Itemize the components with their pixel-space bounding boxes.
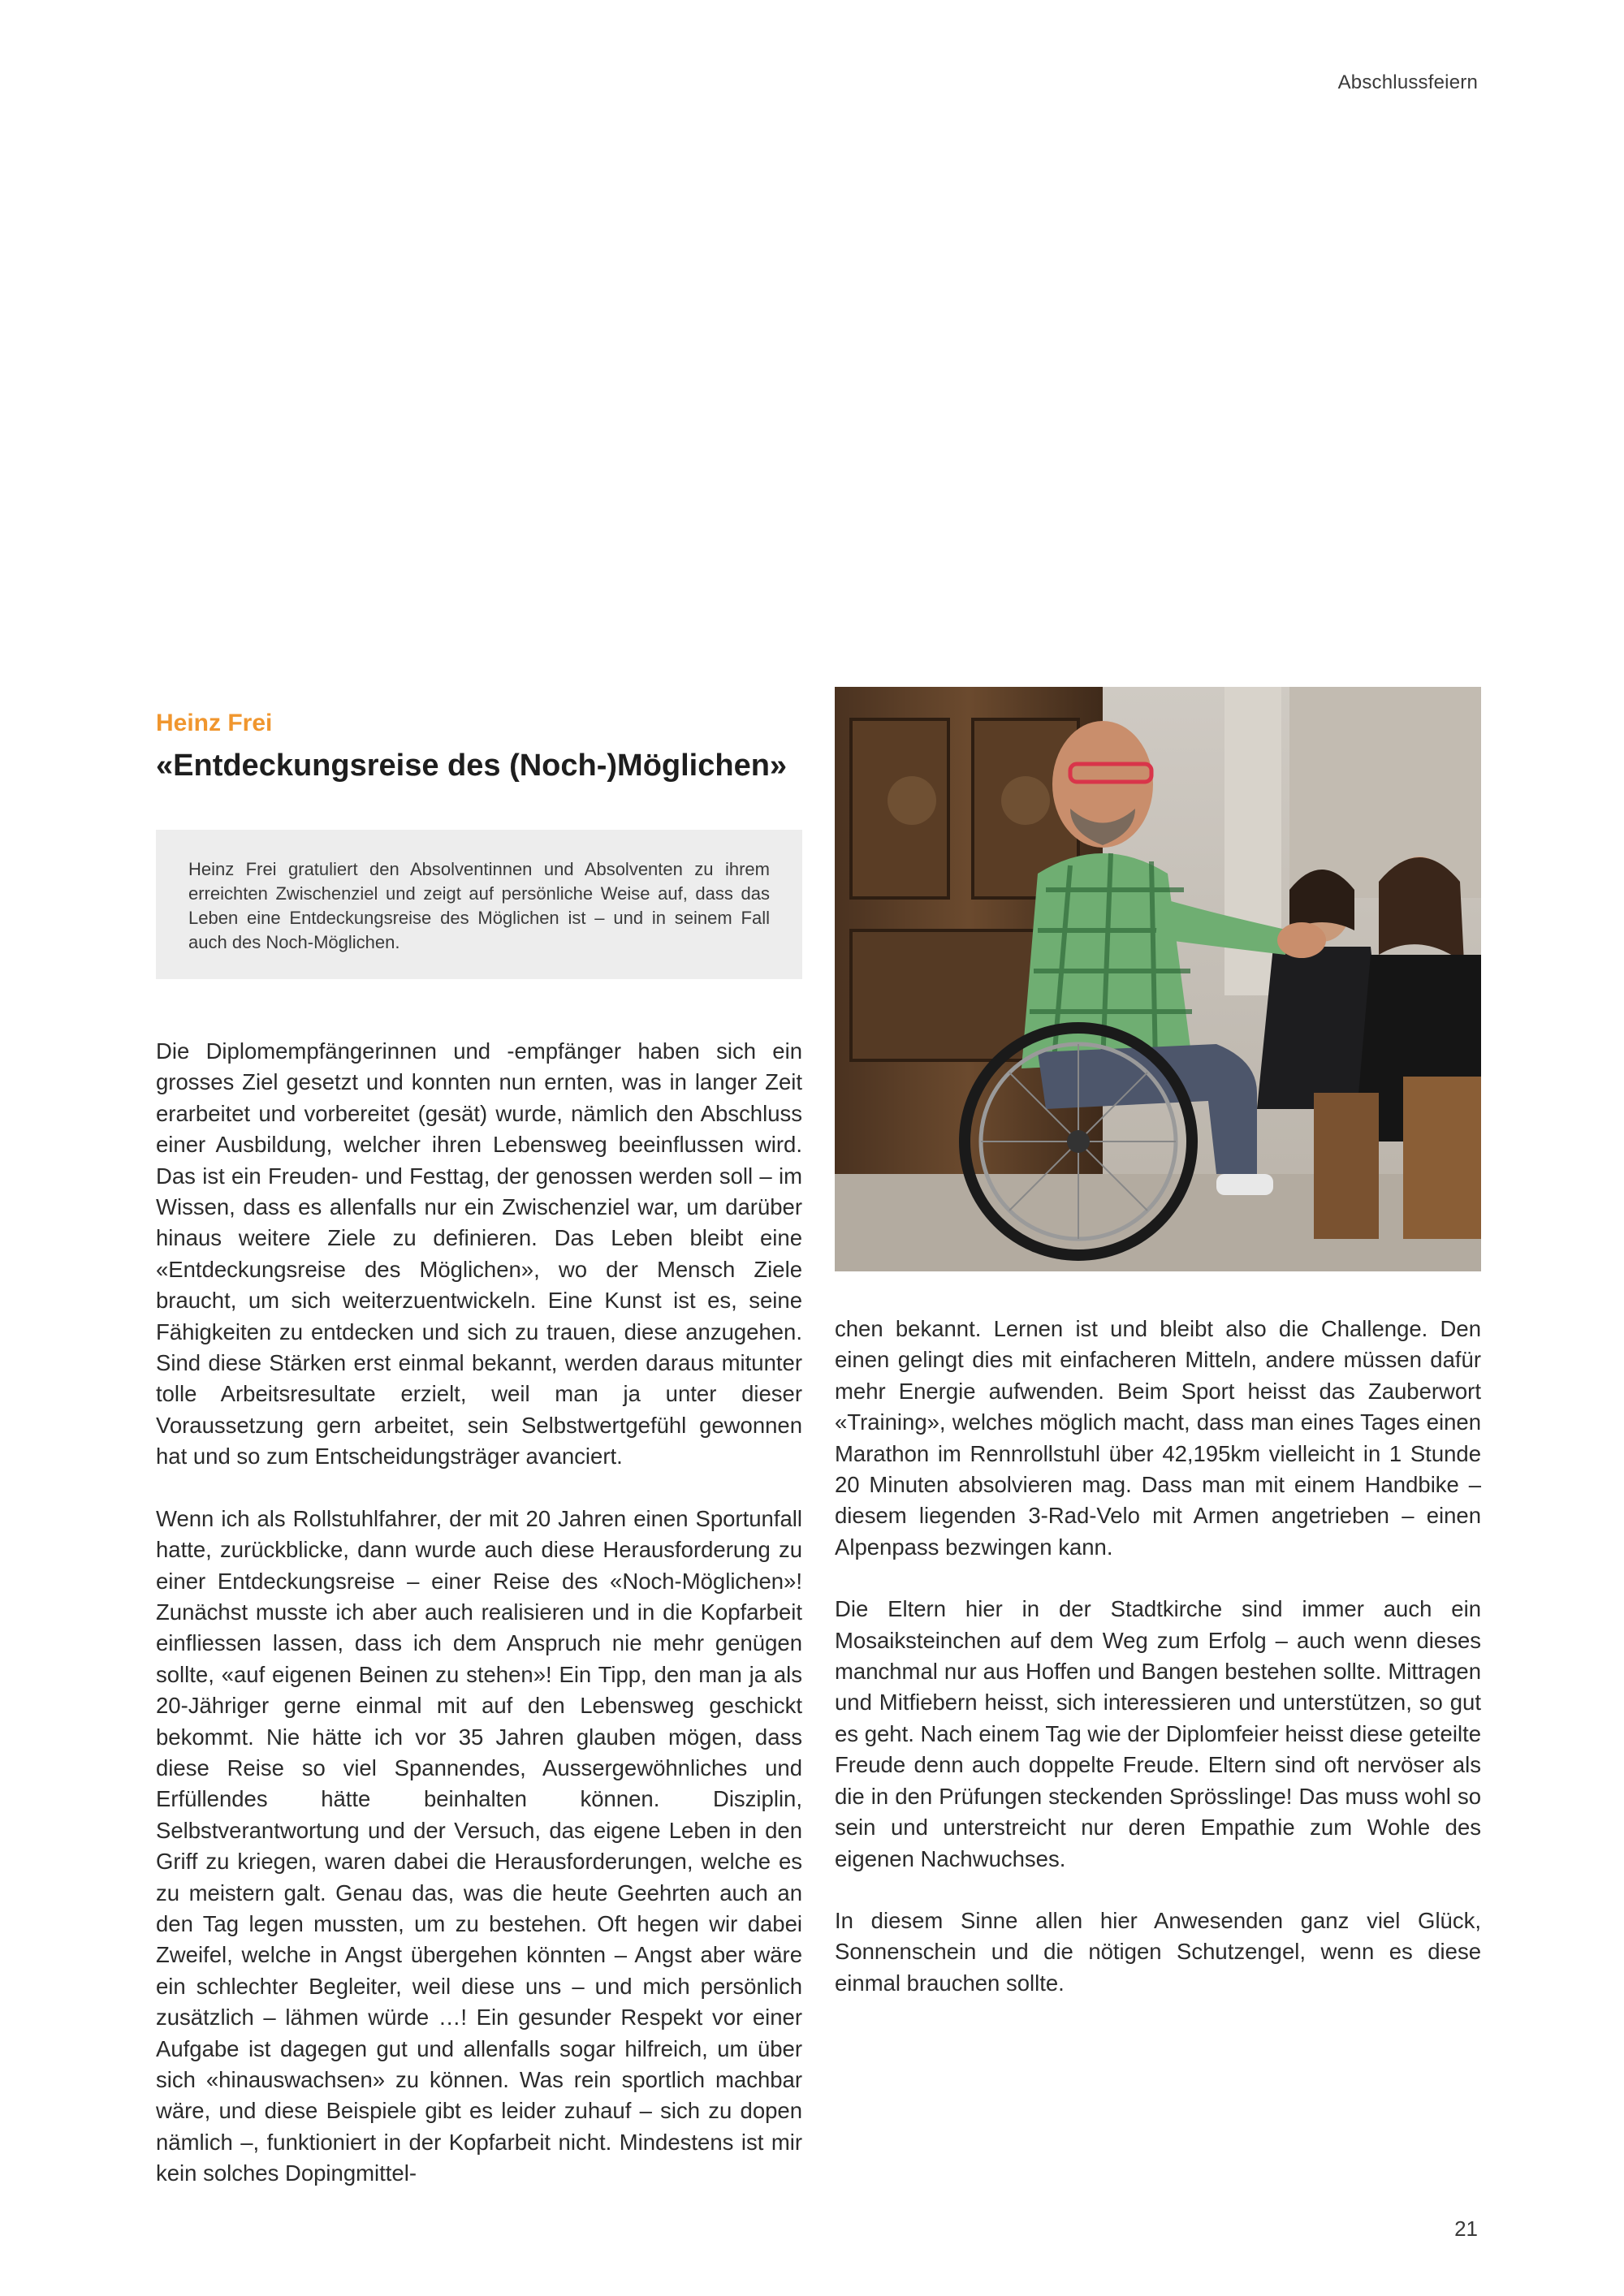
body-paragraph: Die Eltern hier in der Stadtkirche sind immer auch ein Mosaiksteinchen auf dem Weg zum Erfolg – auch wenn dieses manchmal nur aus Hoffen und Bangen bestehen sollte. Mittragen und Mitfiebern heisst, sich interessieren und unterstützen, so gut es geht. Nach einem Tag wie der Diplomfeier heisst diese geteilte Freude denn auch doppelte Freude. Eltern sind oft nervöser als die in den Prüfungen steckenden Sprösslinge! Das muss wohl so sein und unterstreicht nur deren Empathie zum Wohle des eigenen Nachwuchses. (835, 1596, 1481, 1871)
body-column-right (835, 1314, 1481, 2030)
page-number: 21 (1454, 2216, 1478, 2241)
lead-text: Heinz Frei gratuliert den Absolventinnen und Absolventen zu ihrem erreichten Zwischenziel und zeigt auf persönliche Weise auf, dass das Leben eine Entdeckungsreise des Möglichen ist – und in seinem Fall auch des Noch-Möglichen. (188, 859, 770, 952)
body-column-left (156, 1036, 802, 2220)
body-paragraph: In diesem Sinne allen hier Anwesenden ganz viel Glück, Sonnenschein und die nötigen Schutzengel, wenn es diese einmal brauchen sollte. (835, 1907, 1481, 1996)
body-paragraph: Wenn ich als Rollstuhlfahrer, der mit 20 Jahren einen Sportunfall hatte, zurückblicke, dann wurde auch diese Herausforderung zu einer Entdeckungsreise – einer Reise des «Noch-Möglichen»! Zunächst musste ich aber auch realisieren und in die Kopfarbeit einfliessen lassen, dass ich dem Anspruch nie mehr genügen sollte, «auf eigenen Beinen zu stehen»! Ein Tipp, den man ja als 20-Jähriger gerne einmal mit auf den Lebensweg geschickt bekommt. Nie hätte ich vor 35 Jahren glauben mögen, dass diese Reise so viel Spannendes, Aussergewöhnliches und Erfüllendes hätte beinhalten können. Disziplin, Selbstverantwortung und der Versuch, das eigene Leben in den Griff zu kriegen, waren dabei die Herausforderungen, welche es zu meistern galt. Genau das, was die heute Geehrten auch an den Tag legen mussten, um zu bestehen. Oft hegen wir dabei Zweifel, welche in Angst übergehen könnten – Angst aber wäre ein schlechter Begleiter, weil diese uns – und mich persönlich zusätzlich – lähmen würde …! Ein gesunder Respekt vor einer Aufgabe ist dagegen gut und allenfalls sogar hilfreich, um über sich «hinauswachsen» zu können. Was rein sportlich machbar wäre, und diese Beispiele gibt es leider zuhauf – sich zu dopen nämlich –, funktioniert in der Kopfarbeit nicht. Mindestens ist mir kein solches Dopingmittel- (156, 1505, 802, 2186)
photo-speaker-wheelchair (835, 687, 1481, 1271)
lead-box (156, 830, 802, 979)
author-name: Heinz Frei (156, 710, 273, 736)
running-head: Abschlussfeiern (1337, 71, 1478, 93)
body-paragraph: chen bekannt. Lernen ist und bleibt also die Challenge. Den einen gelingt dies mit einfacheren Mitteln, andere müssen dafür mehr Energie aufwenden. Beim Sport heisst das Zauberwort «Training», welches möglich macht, dass man eines Tages einen Marathon im Rennrollstuhl über 42,195km vielleicht in 1 Stunde 20 Minuten absolvieren mag. Dass man mit einem Handbike – diesem liegenden 3-Rad-Velo mit Armen angetrieben – einen Alpenpass bezwingen kann. (835, 1316, 1481, 1560)
article-title: «Entdeckungsreise des (Noch-)Möglichen» (156, 749, 788, 783)
body-paragraph: Die Diplomempfängerinnen und -empfänger haben sich ein grosses Ziel gesetzt und konnten nun ernten, was in langer Zeit erarbeitet und vorbereitet (gesät) wurde, nämlich den Abschluss einer Ausbildung, welcher ihren Lebensweg beeinflussen wird. Das ist ein Freuden- und Festtag, der genossen werden soll – im Wissen, dass es allenfalls nur ein Zwischenziel war, um darüber hinaus weitere Ziele zu definieren. Das Leben bleibt eine «Entdeckungsreise des Möglichen», wo der Mensch Ziele braucht, um sich weiterzuentwickeln. Eine Kunst ist es, seine Fähigkeiten zu entdecken und sich zu trauen, diese anzugehen. Sind diese Stärken erst einmal bekannt, werden daraus mitunter tolle Arbeitsresultate erzielt, weil man ja unter dieser Voraussetzung gern arbeitet, sein Selbstwertgefühl gewonnen hat und so zum Entscheidungsträger avanciert. (156, 1038, 802, 1470)
